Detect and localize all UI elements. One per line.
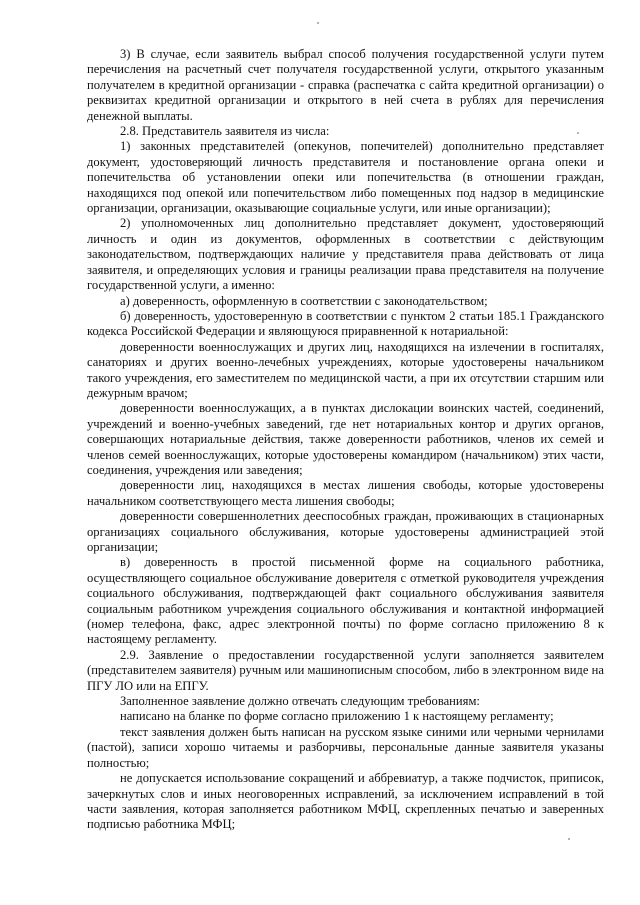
document-body — [87, 47, 604, 833]
paragraph-requirements-intro: Заполненное заявление должно отвечать следующим требованиям: — [120, 694, 480, 709]
scan-speck — [317, 22, 319, 24]
paragraph-legal-representatives: 1) законных представителей (опекунов, попечителей) дополнительно представляет документ, удостоверяющий личность представителя и постановление органа опеки и попечительства об установлении опеки или попечительства (в отношении граждан, находящихся под опекой или попечительством либо помещенных под надзор в медицинские организации, организации, оказывающие социальные услуги, или иные организации); — [87, 139, 604, 216]
paragraph-military-hospital: доверенности военнослужащих и других лиц, находящихся на излечении в госпиталях, санаториях и других военно-лечебных учреждениях, которые удостоверены начальником такого учреждения, его заместителем по медицинской части, а при их отсутствии старшим или дежурным врачом; — [87, 339, 604, 400]
scan-speck — [568, 838, 570, 840]
requirement-form: написано на бланке по форме согласно приложению 1 к настоящему регламенту; — [120, 709, 554, 724]
list-item-v: в) доверенность в простой письменной форме на социального работника, осуществляющего социальное обслуживание доверителя с отметкой руководителя учреждения социального обслуживания, подтверждающей факт социального обслуживания заявителя социальным работником учреждения социального обслуживания и контактной информацией (номер телефона, факс, адрес электронной почты) по форме согласно приложению 8 к настоящему регламенту. — [87, 555, 604, 647]
paragraph-social-institutions: доверенности совершеннолетних дееспособных граждан, проживающих в стационарных организациях социального обслуживания, которые удостоверены администрацией этой организации; — [87, 509, 604, 554]
list-item-b: б) доверенность, удостоверенную в соответствии с пунктом 2 статьи 185.1 Гражданского кодекса Российской Федерации и являющуюся приравненной к нотариальной: — [87, 308, 604, 339]
requirement-no-abbreviations: не допускается использование сокращений и аббревиатур, а также подчисток, приписок, зачеркнутых слов и иных неоговоренных исправлений, за исключением исправлений в той части заявления, которая заполняется работником МФЦ, скрепленных печатью и заверенных подписью работника МФЦ; — [87, 771, 604, 832]
paragraph-authorized-persons: 2) уполномоченных лиц дополнительно представляет документ, удостоверяющий личность и один из документов, оформленных в соответствии с действующим законодательством, подтверждающих наличие у представителя права действовать от лица заявителя, и определяющих условия и границы реализации права представителя на получение государственной услуги, а именно: — [87, 216, 604, 293]
section-2-9-paragraph: 2.9. Заявление о предоставлении государственной услуги заполняется заявителем (представителем заявителя) ручным или машинописным способом, либо в электронном виде на ПГУ ЛО или на ЕПГУ. — [87, 647, 604, 693]
paragraph-military-units: доверенности военнослужащих, а в пунктах дислокации воинских частей, соединений, учреждений и военно-учебных заведений, где нет нотариальных контор и других органов, совершающих нотариальные действия, также доверенности работников, членов их семей и членов семей военнослужащих, которые удостоверены командиром (начальником) этих части, соединения, учреждения или заведения; — [87, 401, 604, 477]
requirement-language: текст заявления должен быть написан на русском языке синими или черными чернилами (пастой), записи хорошо читаемы и разборчивы, персональные данные заявителя указаны полностью; — [87, 724, 604, 770]
paragraph-payment-certificate: 3) В случае, если заявитель выбрал способ получения государственной услуги путем перечисления на расчетный счет получателя государственной услуги, открытого указанным получателем в кредитной организации - справка (распечатка с сайта кредитной организации) о реквизитах кредитной организации и открытого в ней счета в рублях для перечисления денежной выплаты. — [87, 47, 604, 123]
paragraph-prison: доверенности лиц, находящихся в местах лишения свободы, которые удостоверены начальником соответствующего места лишения свободы; — [87, 478, 604, 508]
list-item-a: а) доверенность, оформленную в соответствии с законодательством; — [120, 293, 488, 308]
section-2-8-heading: 2.8. Представитель заявителя из числа: — [120, 124, 330, 139]
